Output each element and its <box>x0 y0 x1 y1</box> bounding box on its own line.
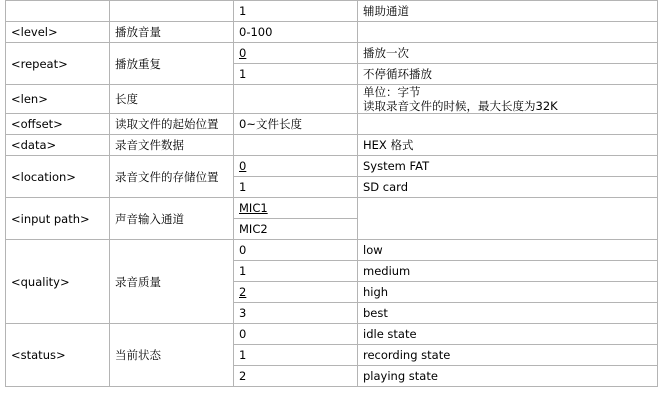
cell-text: 声音输入通道 <box>115 211 184 226</box>
value-cell <box>234 261 358 282</box>
value-cell <box>234 85 358 114</box>
cell-text: 2 <box>239 285 247 299</box>
cell-text: <quality> <box>11 274 70 289</box>
cell-text: 2 <box>239 369 247 383</box>
value-cell <box>234 1 358 22</box>
cell-text: <offset> <box>11 117 63 131</box>
table-row <box>6 1 658 22</box>
param-desc-cell <box>110 1 234 22</box>
meaning-cell <box>358 22 658 43</box>
meaning-cell <box>358 135 658 156</box>
param-name-cell <box>6 1 110 22</box>
value-cell <box>234 303 358 324</box>
cell-text: <location> <box>11 169 76 184</box>
table-row <box>6 22 658 43</box>
param-desc-cell <box>110 198 234 240</box>
value-cell <box>234 345 358 366</box>
cell-text: 当前状态 <box>115 348 161 362</box>
meaning-cell <box>358 114 658 135</box>
cell-text: 1 <box>239 67 247 81</box>
cell-text: 录音文件的存储位置 <box>115 169 219 184</box>
table-row <box>6 114 658 135</box>
meaning-cell <box>358 177 658 198</box>
cell-text: 1 <box>239 348 247 362</box>
value-cell <box>234 198 358 219</box>
table-row <box>6 198 658 219</box>
cell-text: 0 <box>239 46 247 60</box>
meaning-cell <box>358 240 658 261</box>
meaning-cell <box>358 324 658 345</box>
param-name-cell <box>6 240 110 324</box>
meaning-cell <box>358 64 658 85</box>
cell-text: recording state <box>363 348 451 362</box>
meaning-cell <box>358 282 658 303</box>
table-row <box>6 156 658 177</box>
meaning-cell <box>358 85 658 114</box>
cell-text: 0 <box>239 159 247 173</box>
value-cell <box>234 114 358 135</box>
cell-text: 单位：字节 读取录音文件的时候，最大长度为32K <box>363 85 558 113</box>
meaning-cell <box>358 198 658 240</box>
meaning-cell <box>358 345 658 366</box>
cell-text: 0 <box>239 243 247 257</box>
value-cell <box>234 156 358 177</box>
param-name-cell <box>6 114 110 135</box>
cell-text: 录音质量 <box>115 274 161 289</box>
param-name-cell <box>6 198 110 240</box>
table-row <box>6 135 658 156</box>
cell-text: 播放音量 <box>115 25 161 39</box>
cell-text: high <box>363 285 389 299</box>
table-row <box>6 324 658 345</box>
cell-text: low <box>363 243 383 257</box>
param-desc-cell <box>110 324 234 387</box>
param-desc-cell <box>110 85 234 114</box>
param-name-cell <box>6 85 110 114</box>
cell-text: 播放一次 <box>363 46 409 60</box>
cell-text: 0-100 <box>239 25 273 39</box>
cell-text: MIC1 <box>239 201 268 215</box>
parameter-table-body <box>6 1 658 387</box>
param-desc-cell <box>110 135 234 156</box>
table-row <box>6 85 658 114</box>
value-cell <box>234 324 358 345</box>
cell-text: <len> <box>11 92 48 106</box>
value-cell <box>234 366 358 387</box>
cell-text: <data> <box>11 138 57 152</box>
cell-text: HEX 格式 <box>363 138 414 152</box>
cell-text: 1 <box>239 180 247 194</box>
cell-text: medium <box>363 264 411 278</box>
param-name-cell <box>6 324 110 387</box>
cell-text: 0~文件长度 <box>239 117 302 131</box>
param-desc-cell <box>110 22 234 43</box>
value-cell <box>234 43 358 64</box>
meaning-cell <box>358 1 658 22</box>
cell-text: 1 <box>239 4 247 18</box>
meaning-cell <box>358 43 658 64</box>
value-cell <box>234 22 358 43</box>
cell-text: System FAT <box>363 159 430 173</box>
param-name-cell <box>6 135 110 156</box>
cell-text: MIC2 <box>239 222 268 236</box>
table-row <box>6 240 658 261</box>
cell-text: best <box>363 306 388 320</box>
cell-text: 0 <box>239 327 247 341</box>
cell-text: 1 <box>239 264 247 278</box>
meaning-cell <box>358 156 658 177</box>
param-desc-cell <box>110 43 234 85</box>
value-cell <box>234 177 358 198</box>
cell-text: 不停循环播放 <box>363 67 432 81</box>
cell-text: <level> <box>11 25 58 39</box>
cell-text: 辅助通道 <box>363 4 409 18</box>
parameter-table <box>5 0 658 387</box>
cell-text: <repeat> <box>11 56 68 71</box>
cell-text: <input path> <box>11 211 90 226</box>
param-desc-cell <box>110 240 234 324</box>
meaning-cell <box>358 303 658 324</box>
param-desc-cell <box>110 114 234 135</box>
param-desc-cell <box>110 156 234 198</box>
cell-text: 录音文件数据 <box>115 138 184 152</box>
meaning-cell <box>358 366 658 387</box>
cell-text: 读取文件的起始位置 <box>115 117 219 131</box>
param-name-cell <box>6 22 110 43</box>
value-cell <box>234 240 358 261</box>
value-cell <box>234 135 358 156</box>
cell-text: SD card <box>363 180 409 194</box>
param-name-cell <box>6 156 110 198</box>
cell-text: 播放重复 <box>115 56 161 71</box>
meaning-cell <box>358 261 658 282</box>
cell-text: idle state <box>363 327 417 341</box>
cell-text: 3 <box>239 306 247 320</box>
value-cell <box>234 282 358 303</box>
value-cell <box>234 219 358 240</box>
cell-text: 长度 <box>115 92 138 106</box>
table-row <box>6 43 658 64</box>
cell-text: playing state <box>363 369 438 383</box>
param-name-cell <box>6 43 110 85</box>
value-cell <box>234 64 358 85</box>
cell-text: <status> <box>11 348 66 362</box>
